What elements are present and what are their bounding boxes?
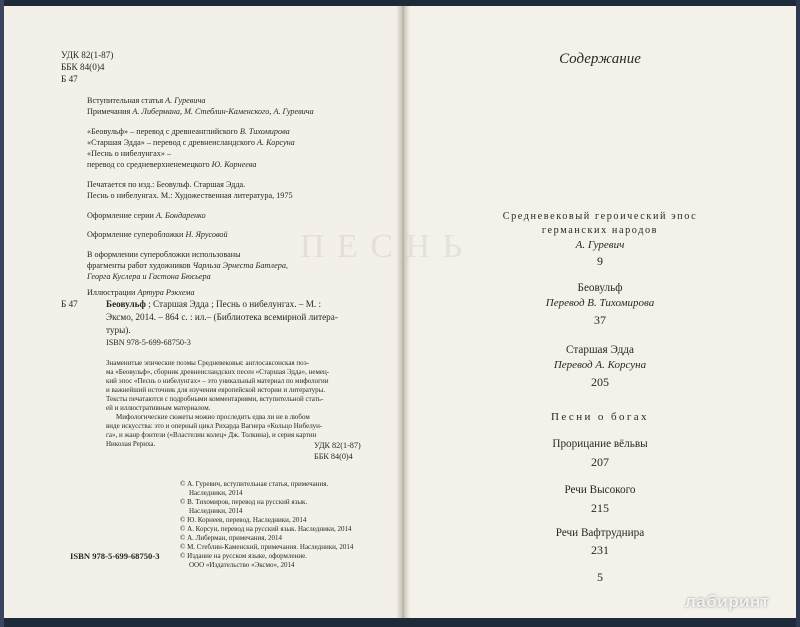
art-credit-3: Георга Куслера и Гастона Бюсьера [87,272,211,281]
toc-edda-page: 205 [591,375,609,389]
toc-heading: Содержание [559,51,641,67]
intro-prefix: Вступительная статья [87,96,166,105]
tr2-prefix: «Старшая Эдда» – перевод с древнеисландского [87,138,257,147]
translation-3a: «Песнь о нибелунгах» – [87,149,172,158]
series-name: А. Бондаренко [155,211,206,220]
toc-edda: Старшая Эдда [566,344,634,356]
toc-vafthrudnir-page: 231 [591,543,609,557]
toc-havamal-page: 215 [591,501,609,515]
toc-section1-page: 9 [597,254,603,268]
copyright-line: ООО «Издательство «Эксмо», 2014 [189,561,295,569]
cover-prefix: Оформление суперобложки [87,230,186,239]
toc-vafthrudnir: Речи Вафтруднира [555,527,645,539]
annotation-line: га», и жанр фэнтези («Властелин колец» Дж. Толкина), и серия картин [106,431,317,439]
art-credit-1: В оформлении суперобложки использованы [87,250,241,259]
udk-code-bottom: УДК 82(1-87) [314,441,361,450]
print-source-1: Печатается по изд.: Беовульф. Старшая Эдда. [87,180,246,189]
annotation-line: виде искусства: это и оперный цикл Рихарда Вагнера «Кольцо Нибелун- [106,422,323,430]
cover-edge-right [796,0,800,627]
toc-voluspa-page: 207 [591,455,609,469]
copyright-line: © В. Тихомиров, перевод на русский язык. [180,498,308,506]
intro-name: А. Гуревича [165,96,206,105]
isbn-bottom: ISBN 978-5-699-68750-3 [70,551,160,561]
page-number: 5 [597,570,603,584]
annotation-line: ей и иллюстративным материалом. [106,404,211,412]
series-design [87,211,206,222]
main-entry-1 [106,298,321,310]
annotation-line: ма «Беовульф», сборник древнеисландских песен «Старшая Эдда», немец- [106,368,330,376]
art2-name: Чарльза Эрнеста Батлера, [192,261,288,270]
notes-credit [87,107,314,118]
show-through-left: П Е С Н Ь [300,228,465,265]
main-entry-2: Эксмо, 2014. – 864 с. : ил.– (Библиотека всемирной литера- [106,312,338,322]
illus-name: Артура Рэкхема [137,288,195,297]
annotation-line: Мифологические сюжеты можно проследить едва ли не в любом [116,413,310,421]
copyright-line: Наследники, 2014 [189,507,243,515]
illus-prefix: Иллюстрации [87,288,138,297]
illustrations-credit [87,288,195,299]
intro-credit [87,96,205,107]
copyright-line: © Издание на русском языке, оформление. [180,552,307,560]
bbk-code: ББК 84(0)4 [61,62,105,72]
annotation-line: Николая Рериха. [106,440,156,448]
tr2-name: А. Корсуна [257,138,295,147]
toc-section1-author: А. Гуревич [575,239,625,251]
tr3b-name: Ю. Корнеева [211,160,257,169]
annotation-line: кий эпос «Песнь о нибелунгах» – это уникальный материал по мифологии [106,377,329,385]
main-entry-3: туры). [106,325,131,335]
copyright-line: © А. Гуревич, вступительная статья, примечания. [180,480,329,488]
notes-names: А. Либермана, М. Стеблин-Каменского, А. Гуревича [132,107,314,116]
notes-prefix: Примечания [87,107,133,116]
main1-rest: ; Старшая Эдда ; Песнь о нибелунгах. – М. : [145,299,322,309]
toc-voluspa: Прорицание вёльвы [552,438,648,450]
bbk-code-bottom: ББК 84(0)4 [314,452,353,461]
tr1-prefix: «Беовульф» – перевод с древнеанглийского [87,127,240,136]
jacket-design [87,230,228,241]
art-credit-2 [87,261,288,272]
toc-section1-line2: германских народов [541,225,659,236]
art2-prefix: фрагменты работ художников [87,261,193,270]
toc-havamal: Речи Высокого [564,484,636,496]
tr3b-prefix: перевод со средневерхненемецкого [87,160,212,169]
translation-3b [87,160,256,171]
toc-gods-songs: Песни о богах [551,411,649,423]
print-source-2: Песнь о нибелунгах. М.: Художественная литература, 1975 [87,191,293,200]
udk-code: УДК 82(1-87) [61,50,114,60]
toc-edda-translator: Перевод А. Корсуна [553,359,647,371]
translation-2 [87,138,295,149]
cover-name: Н. Ярусовой [185,230,228,239]
isbn-mid: ISBN 978-5-699-68750-3 [106,338,191,347]
copyright-line: © Ю. Корнеев, перевод. Наследники, 2014 [180,516,307,524]
annotation-line: Знаменитые эпические поэмы Средневековья: англосаксонская поэ- [106,359,310,367]
toc-beowulf-page: 37 [594,313,606,327]
series-prefix: Оформление серии [87,211,156,220]
translation-1 [87,127,290,138]
toc-beowulf-translator: Перевод В. Тихомирова [545,297,655,309]
tr1-name: В. Тихомирова [239,127,290,136]
author-mark-main: Б 47 [61,299,78,309]
copyright-line: © А. Либерман, примечания, 2014 [180,534,283,542]
title-bold: Беовульф [106,299,146,309]
toc-section1-line1: Средневековый героический эпос [502,211,698,222]
labirint-watermark-logo: лабиринт [685,592,770,611]
annotation-line: Тексты печатаются с подробными комментариями, вступительной стать- [106,395,324,403]
copyright-line: © М. Стеблин-Каменский, примечания. Наследники, 2014 [180,543,354,551]
author-mark: Б 47 [61,74,78,84]
annotation-line: и важнейший источник для изучения европейской истории и литературы. [106,386,326,394]
copyright-line: © А. Корсун, перевод на русский язык. Наследники, 2014 [180,525,352,533]
copyright-line: Наследники, 2014 [189,489,243,497]
toc-beowulf: Беовульф [577,282,623,294]
